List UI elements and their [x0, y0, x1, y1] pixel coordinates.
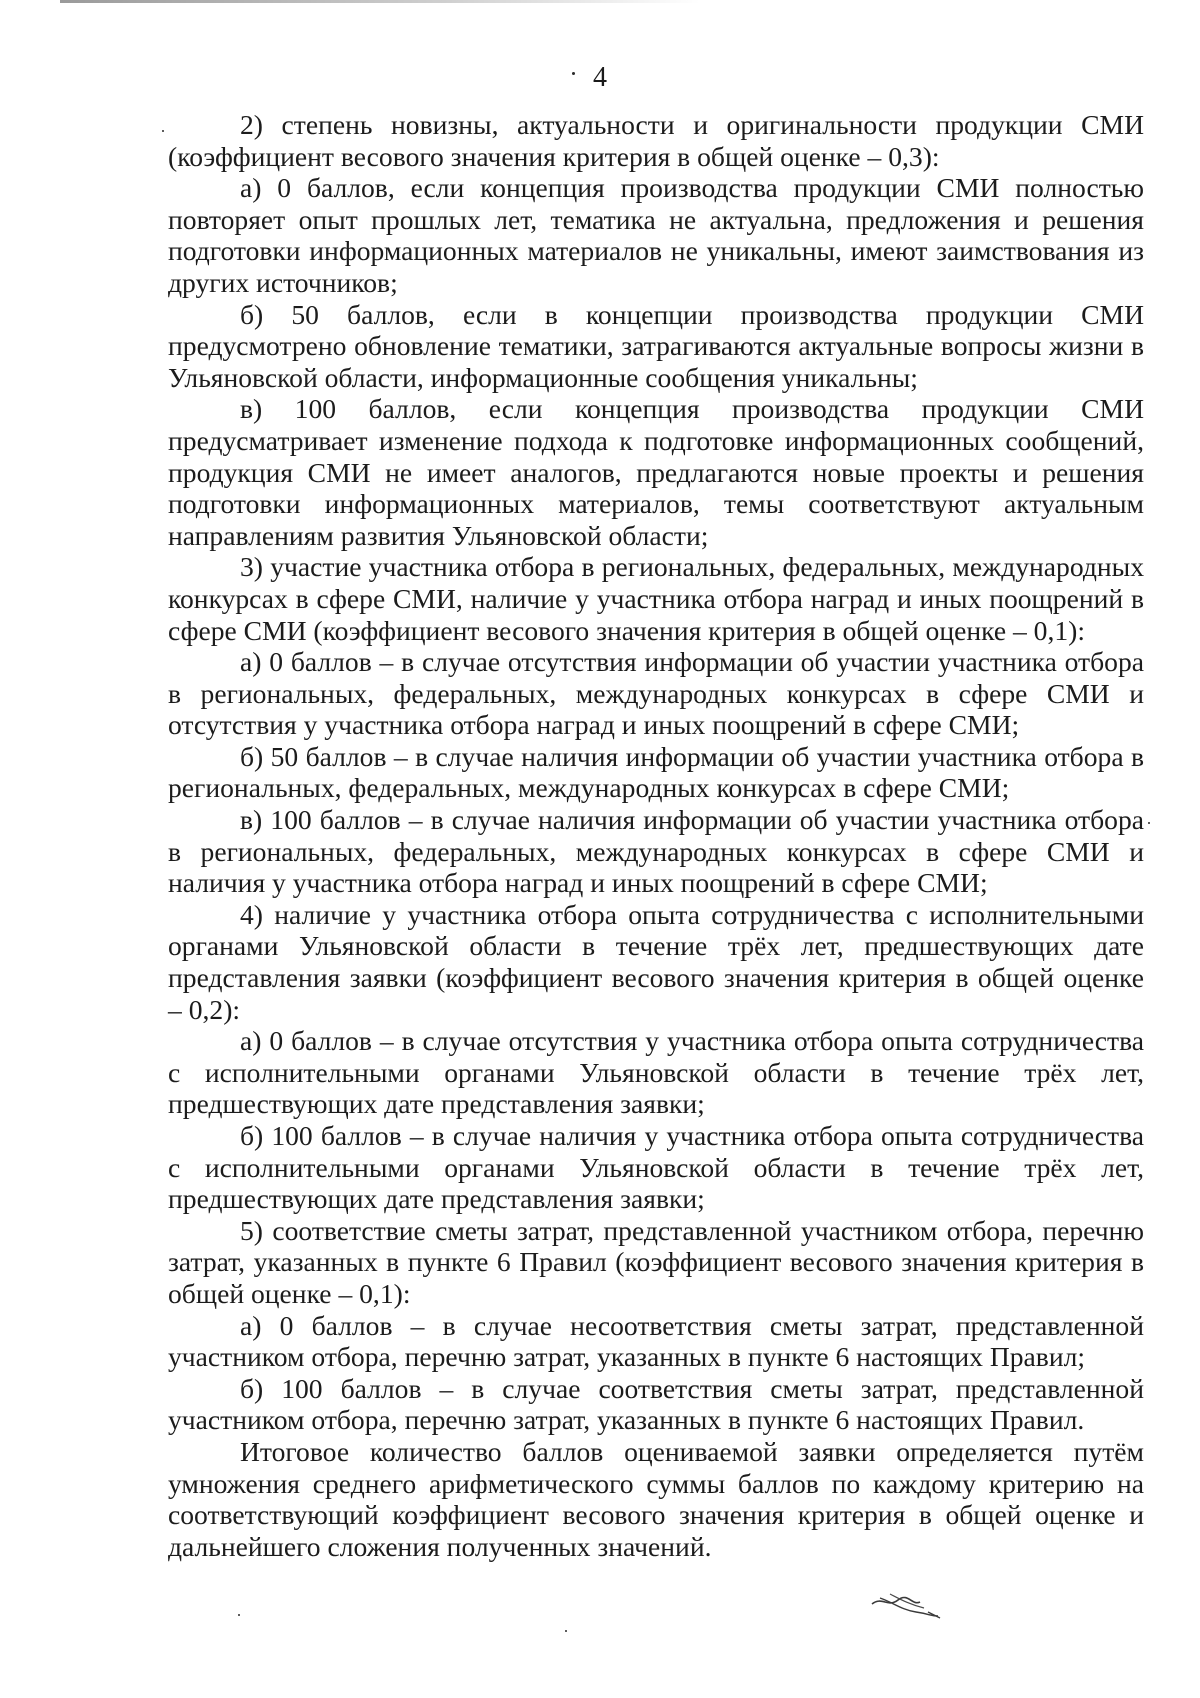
- page-number: 4: [593, 62, 607, 93]
- paragraph-criterion-3c: в) 100 баллов – в случае наличия информации об участии участника отбора в региональных, федеральных, международных конкурсах в сфере СМИ и наличия у участника отбора наград и иных поощрений в сфере СМИ;: [168, 804, 1144, 899]
- paragraph-criterion-2b: б) 50 баллов, если в концепции производства продукции СМИ предусмотрено обновление тематики, затрагиваются актуальные вопросы жизни в Ульяновской области, информационные сообщения уникальны;: [168, 298, 1144, 393]
- paragraph-criterion-2c: в) 100 баллов, если концепция производства продукции СМИ предусматривает изменение подхода к подготовке информационных сообщений, продукция СМИ не имеет аналогов, предлагаются новые проекты и решения подготовки информационных материалов, темы соответствуют актуальным направлениям развития Ульяновской области;: [168, 393, 1144, 551]
- document-body: [168, 109, 1144, 1562]
- paragraph-criterion-3b: б) 50 баллов – в случае наличия информации об участии участника отбора в региональных, федеральных, международных конкурсах в сфере СМИ;: [168, 740, 1144, 804]
- paragraph-criterion-4: 4) наличие у участника отбора опыта сотрудничества с исполнительными органами Ульяновской области в течение трёх лет, предшествующих дате представления заявки (коэффициент весового значения критерия в общей оценке – 0,2):: [168, 898, 1144, 1025]
- scan-speck: [572, 72, 575, 75]
- paragraph-criterion-4a: а) 0 баллов – в случае отсутствия у участника отбора опыта сотрудничества с исполнительными органами Ульяновской области в течение трёх лет, предшествующих дате представления заявки;: [168, 1025, 1144, 1120]
- paragraph-criterion-5b: б) 100 баллов – в случае соответствия сметы затрат, представленной участником отбора, перечню затрат, указанных в пункте 6 настоящих Правил.: [168, 1372, 1144, 1436]
- paragraph-criterion-2: 2) степень новизны, актуальности и оригинальности продукции СМИ (коэффициент весового значения критерия в общей оценке – 0,3):: [168, 109, 1144, 172]
- paragraph-criterion-5a: а) 0 баллов – в случае несоответствия сметы затрат, представленной участником отбора, перечню затрат, указанных в пункте 6 настоящих Правил;: [168, 1309, 1144, 1373]
- paragraph-criterion-4b: б) 100 баллов – в случае наличия у участника отбора опыта сотрудничества с исполнительными органами Ульяновской области в течение трёх лет, предшествующих дате представления заявки;: [168, 1120, 1144, 1215]
- paragraph-final-score: Итоговое количество баллов оцениваемой заявки определяется путём умножения среднего арифметического суммы баллов по каждому критерию на соответствующий коэффициент весового значения критерия в общей оценке и дальнейшего сложения полученных значений.: [168, 1435, 1144, 1562]
- scan-edge-line: [60, 0, 700, 3]
- paragraph-criterion-3a: а) 0 баллов – в случае отсутствия информации об участии участника отбора в региональных, федеральных, международных конкурсах в сфере СМИ и отсутствия у участника отбора наград и иных поощрений в сфере СМИ;: [168, 646, 1144, 741]
- paragraph-criterion-2a: а) 0 баллов, если концепция производства продукции СМИ полностью повторяет опыт прошлых лет, тематика не актуальна, предложения и решения подготовки информационных материалов не уникальны, имеют заимствования из других источников;: [168, 172, 1144, 298]
- scan-speck: [1148, 822, 1150, 824]
- initials-signature-icon: [868, 1582, 948, 1622]
- paragraph-criterion-5: 5) соответствие сметы затрат, представленной участником отбора, перечню затрат, указанных в пункте 6 Правил (коэффициент весового значения критерия в общей оценке – 0,1):: [168, 1214, 1144, 1309]
- scan-speck: [238, 1614, 240, 1616]
- scan-speck: [565, 1630, 567, 1632]
- paragraph-criterion-3: 3) участие участника отбора в региональных, федеральных, международных конкурсах в сфере СМИ, наличие у участника отбора наград и иных поощрений в сфере СМИ (коэффициент весового значения критерия в общей оценке – 0,1):: [168, 551, 1144, 646]
- scan-speck: [162, 130, 164, 132]
